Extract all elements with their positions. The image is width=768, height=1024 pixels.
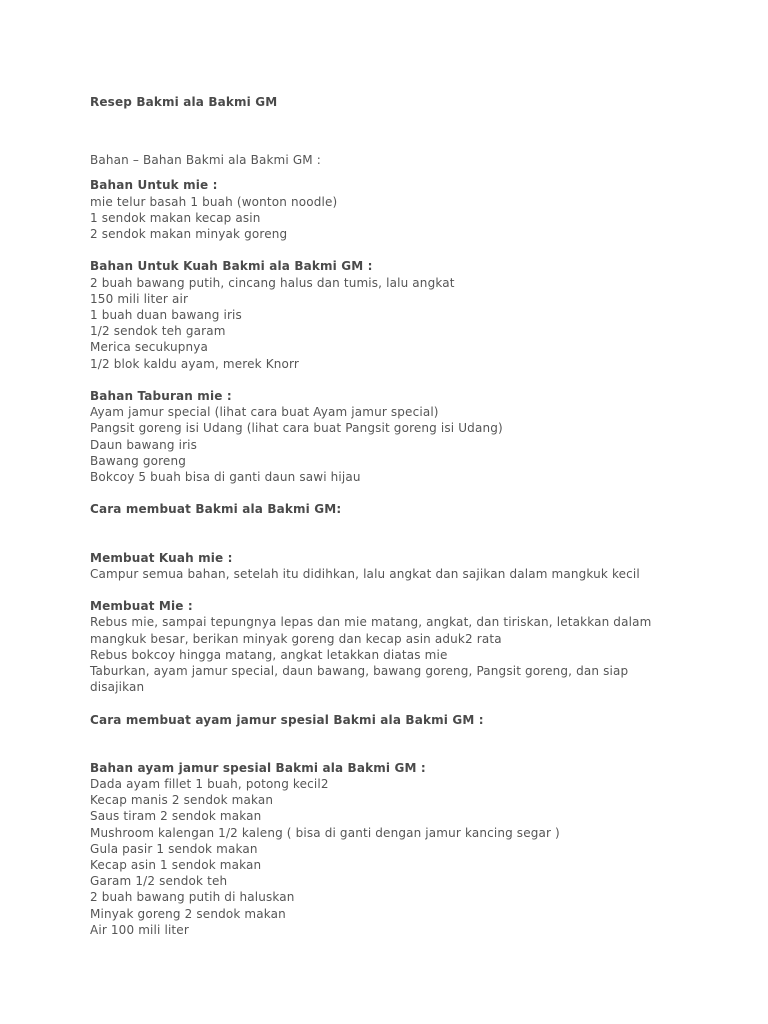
section-heading-mie: Bahan Untuk mie : [90, 178, 218, 193]
list-item: Campur semua bahan, setelah itu didihkan, lalu angkat dan sajikan dalam mangkuk kecil [90, 566, 640, 581]
section-bahan-ayam [90, 760, 680, 938]
list-item: mangkuk besar, berikan minyak goreng dan kecap asin aduk2 rata [90, 631, 502, 646]
section-taburan [90, 388, 680, 485]
recipe-document [90, 94, 680, 938]
list-item: Pangsit goreng isi Udang (lihat cara buat Pangsit goreng isi Udang) [90, 421, 503, 436]
section-heading-membuat-kuah: Membuat Kuah mie : [90, 550, 233, 565]
list-item: Saus tiram 2 sendok makan [90, 809, 262, 824]
list-item: Bawang goreng [90, 453, 186, 468]
list-item: Mushroom kalengan 1/2 kaleng ( bisa di ganti dengan jamur kancing segar ) [90, 825, 560, 840]
list-item: Ayam jamur special (lihat cara buat Ayam jamur special) [90, 405, 439, 420]
list-item: 150 mili liter air [90, 291, 189, 306]
list-item: Gula pasir 1 sendok makan [90, 841, 258, 856]
section-membuat-mie [90, 598, 680, 695]
list-item: 2 sendok makan minyak goreng [90, 227, 288, 242]
list-item: 1/2 sendok teh garam [90, 324, 226, 339]
section-heading-membuat-mie: Membuat Mie : [90, 599, 193, 614]
list-item: 1/2 blok kaldu ayam, merek Knorr [90, 356, 299, 371]
section-membuat-kuah [90, 550, 680, 582]
list-item: Kecap asin 1 sendok makan [90, 858, 262, 873]
list-item: Rebus mie, sampai tepungnya lepas dan mie matang, angkat, dan tiriskan, letakkan dalam [90, 615, 652, 630]
list-item: Bokcoy 5 buah bisa di ganti daun sawi hijau [90, 470, 361, 485]
section-mie [90, 177, 680, 242]
list-item: Garam 1/2 sendok teh [90, 874, 228, 889]
list-item: Rebus bokcoy hingga matang, angkat letakkan diatas mie [90, 647, 448, 662]
section-heading-kuah: Bahan Untuk Kuah Bakmi ala Bakmi GM : [90, 259, 373, 274]
section-heading-taburan: Bahan Taburan mie : [90, 389, 232, 404]
list-item: 1 buah duan bawang iris [90, 308, 242, 323]
list-item: Minyak goreng 2 sendok makan [90, 906, 286, 921]
list-item: Daun bawang iris [90, 437, 198, 452]
list-item: 1 sendok makan kecap asin [90, 210, 261, 225]
list-item: Kecap manis 2 sendok makan [90, 793, 274, 808]
list-item: Taburkan, ayam jamur special, daun bawang, bawang goreng, Pangsit goreng, dan siap [90, 664, 629, 679]
ingredients-subtitle: Bahan – Bahan Bakmi ala Bakmi GM : [90, 153, 321, 168]
list-item: disajikan [90, 680, 145, 695]
section-kuah [90, 258, 680, 371]
list-item: Air 100 mili liter [90, 922, 189, 937]
page-title: Resep Bakmi ala Bakmi GM [90, 95, 278, 109]
section-heading-cara-ayam: Cara membuat ayam jamur spesial Bakmi ala Bakmi GM : [90, 712, 484, 727]
list-item: Dada ayam fillet 1 buah, potong kecil2 [90, 777, 329, 792]
list-item: 2 buah bawang putih, cincang halus dan tumis, lalu angkat [90, 275, 455, 290]
section-heading-cara-bakmi: Cara membuat Bakmi ala Bakmi GM: [90, 502, 342, 517]
list-item: 2 buah bawang putih di haluskan [90, 890, 295, 905]
list-item: Merica secukupnya [90, 340, 209, 355]
list-item: mie telur basah 1 buah (wonton noodle) [90, 194, 338, 209]
section-heading-bahan-ayam: Bahan ayam jamur spesial Bakmi ala Bakmi GM : [90, 760, 426, 775]
